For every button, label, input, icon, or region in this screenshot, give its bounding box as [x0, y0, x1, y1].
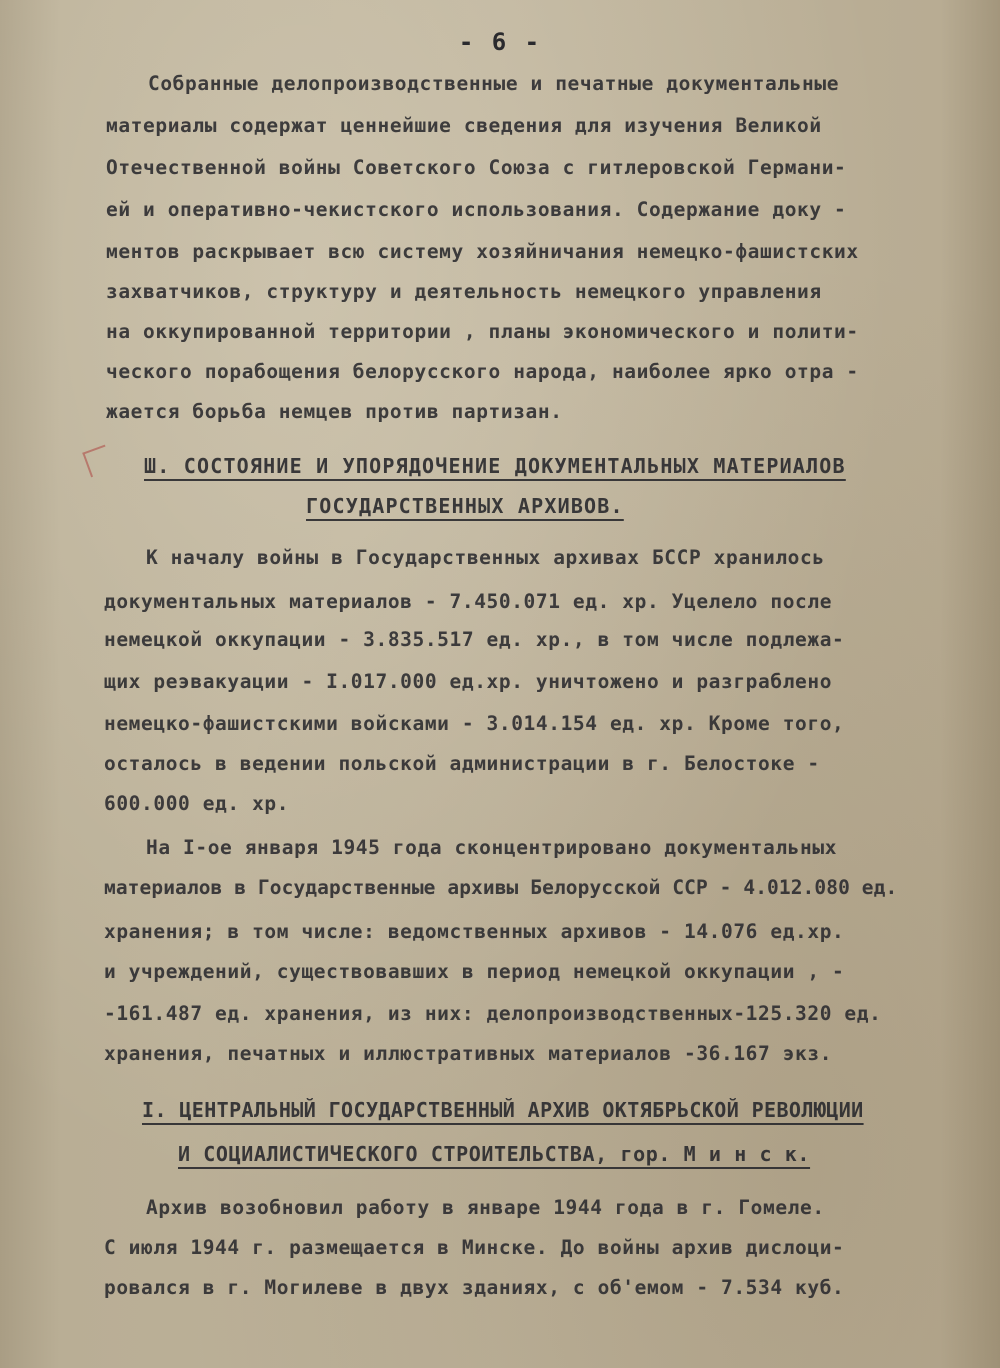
paragraph-line: Архив возобновил работу в январе 1944 года в г. Гомеле.: [146, 1196, 825, 1219]
page-number: - 6 -: [458, 28, 542, 56]
intro-line: материалы содержат ценнейшие сведения для изучения Великой: [106, 114, 822, 137]
paragraph-line: С июля 1944 г. размещается в Минске. До войны архив дислоци-: [104, 1236, 845, 1259]
paragraph-line: 600.000 ед. хр.: [104, 792, 290, 815]
paragraph-line: К началу войны в Государственных архивах БССР хранилось: [146, 546, 825, 569]
paragraph-line: -161.487 ед. хранения, из них: делопроизводственных-125.320 ед.: [104, 1002, 882, 1025]
paragraph-line: осталось в ведении польской администрации в г. Белостоке -: [104, 752, 820, 775]
section-heading: Ш. СОСТОЯНИЕ И УПОРЯДОЧЕНИЕ ДОКУМЕНТАЛЬНЫХ МАТЕРИАЛОВ: [144, 454, 846, 478]
paragraph-line: ровался в г. Могилеве в двух зданиях, с об'емом - 7.534 куб.: [104, 1276, 845, 1299]
paragraph-line: немецко-фашистскими войсками - 3.014.154 ед. хр. Кроме того,: [104, 712, 845, 735]
paragraph-line: немецкой оккупации - 3.835.517 ед. хр., в том числе подлежа-: [104, 628, 845, 651]
paragraph-line: щих реэвакуации - I.017.000 ед.хр. уничтожено и разграблено: [104, 670, 833, 693]
section-heading: I. ЦЕНТРАЛЬНЫЙ ГОСУДАРСТВЕННЫЙ АРХИВ ОКТЯБРЬСКОЙ РЕВОЛЮЦИИ: [142, 1098, 864, 1122]
intro-line: жается борьба немцев против партизан.: [106, 400, 563, 423]
section-heading: И СОЦИАЛИСТИЧЕСКОГО СТРОИТЕЛЬСТВА, гор. М и н с к.: [178, 1142, 811, 1166]
paragraph-line: На I-ое января 1945 года сконцентрировано документальных: [146, 836, 838, 859]
section-heading: ГОСУДАРСТВЕННЫХ АРХИВОВ.: [306, 494, 624, 518]
paragraph-line: хранения, печатных и иллюстративных материалов -36.167 экз.: [104, 1042, 833, 1065]
paragraph-line: материалов в Государственные архивы Белорусской ССР - 4.012.080 ед.: [104, 876, 898, 899]
intro-line: захватчиков, структуру и деятельность немецкого управления: [106, 280, 822, 303]
intro-line: ческого порабощения белорусского народа, наиболее ярко отра -: [106, 360, 859, 383]
intro-line: ей и оперативно-чекистского использования. Содержание доку -: [106, 198, 847, 221]
intro-line: Собранные делопроизводственные и печатные документальные: [148, 72, 840, 95]
intro-line: на оккупированной территории , планы экономического и полити-: [106, 320, 859, 343]
margin-mark: [82, 445, 113, 478]
paragraph-line: документальных материалов - 7.450.071 ед. хр. Уцелело после: [104, 590, 833, 613]
intro-line: ментов раскрывает всю систему хозяйничания немецко-фашистских: [106, 240, 859, 263]
paragraph-line: хранения; в том числе: ведомственных архивов - 14.076 ед.хр.: [104, 920, 845, 943]
intro-line: Отечественной войны Советского Союза с гитлеровской Германи-: [106, 156, 847, 179]
paragraph-line: и учреждений, существовавших в период немецкой оккупации , -: [104, 960, 845, 983]
